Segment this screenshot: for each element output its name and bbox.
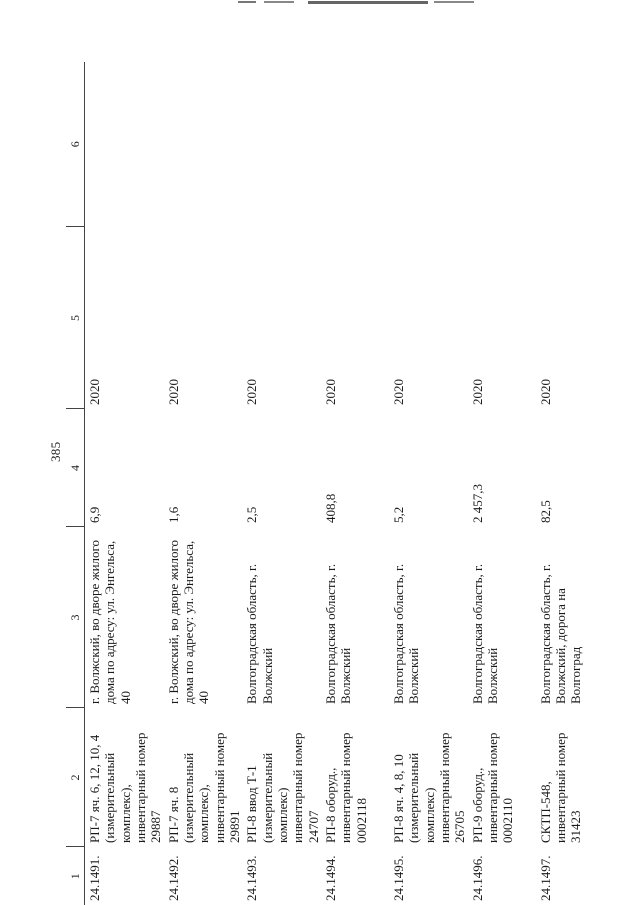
object-address: Волгоградская область, г. Волжский [244, 563, 275, 704]
object-value: 1,6 [165, 506, 181, 523]
object-address: Волгоградская область, г. Волжский, дорога на Волгоград [537, 563, 584, 704]
object-value: 5,2 [390, 506, 406, 523]
object-name: РП-7 яч. 6, 12, 10, 4 (измерительный комплекс), инвентарный номер 29887 [87, 732, 164, 843]
object-name: РП-8 оборуд., инвентарный номер 0002118 [322, 732, 369, 843]
object-year: 2020 [390, 379, 406, 405]
table-row [389, 62, 468, 905]
object-name: РП-9 оборуд., инвентарный номер 0002110 [469, 732, 516, 843]
object-extra [389, 62, 468, 227]
object-address: Волгоградская область, г. Волжский [469, 563, 500, 704]
header-cell: 6 [66, 62, 85, 227]
object-year: 2020 [87, 379, 102, 405]
row-number: 24.1496. [469, 855, 485, 901]
table-row [321, 62, 389, 905]
header-cell: 3 [66, 527, 85, 708]
table-header-row [66, 62, 85, 905]
object-year: 2020 [537, 379, 553, 405]
header-cell: 5 [66, 227, 85, 409]
object-value: 6,9 [87, 506, 102, 523]
object-address: Волгоградская область, г. Волжский [390, 563, 422, 704]
object-year: 2020 [244, 379, 260, 405]
header-cell: 2 [66, 708, 85, 847]
row-number: 24.1493. [244, 855, 260, 901]
table-row [468, 62, 536, 905]
object-name: РП-7 яч. 8 (измерительный комплекс), инвентарный номер 29891 [165, 732, 242, 843]
object-year: 2020 [165, 379, 181, 405]
table-row [164, 62, 243, 905]
object-address: Волгоградская область, г. Волжский [322, 563, 354, 704]
table-row [536, 62, 610, 905]
object-extra [536, 62, 610, 227]
object-year: 2020 [469, 379, 485, 405]
object-address: г. Волжский, во дворе жилого дома по адресу: ул. Энгельса, 40 [165, 539, 212, 704]
document-sheet [66, 62, 593, 905]
object-extra [242, 62, 321, 227]
object-value: 2 457,3 [469, 484, 485, 523]
header-cell: 4 [66, 409, 85, 527]
object-extra [321, 62, 389, 227]
object-address: г. Волжский, во дворе жилого дома по адресу: ул. Энгельса, 40 [87, 539, 133, 704]
object-value: 2,5 [244, 506, 260, 523]
object-name: РП-8 ввод Т-1 (измерительный комплекс) инвентарный номер 24707 [244, 732, 321, 843]
object-extra [468, 62, 536, 227]
row-number: 24.1494. [322, 855, 338, 901]
object-extra [164, 62, 243, 227]
object-extra [85, 62, 164, 227]
row-number: 24.1491. [87, 855, 102, 901]
table-row [85, 62, 164, 905]
object-name: РП-8 яч. 4, 8, 10 (измерительный комплекс) инвентарный номер 26705 [390, 732, 468, 843]
object-name: СКТП-548, инвентарный номер 31423 [537, 732, 584, 843]
row-number: 24.1495. [390, 855, 406, 901]
property-table [66, 62, 610, 905]
object-year: 2020 [322, 379, 338, 405]
object-value: 408,8 [322, 493, 338, 523]
row-number: 24.1492. [165, 855, 181, 901]
page-number: 385 [48, 441, 63, 462]
header-cell: 1 [66, 847, 85, 905]
row-number: 24.1497. [537, 855, 553, 901]
table-row [242, 62, 321, 905]
object-value: 82,5 [537, 500, 553, 523]
scan-artifact-strip [238, 0, 488, 6]
